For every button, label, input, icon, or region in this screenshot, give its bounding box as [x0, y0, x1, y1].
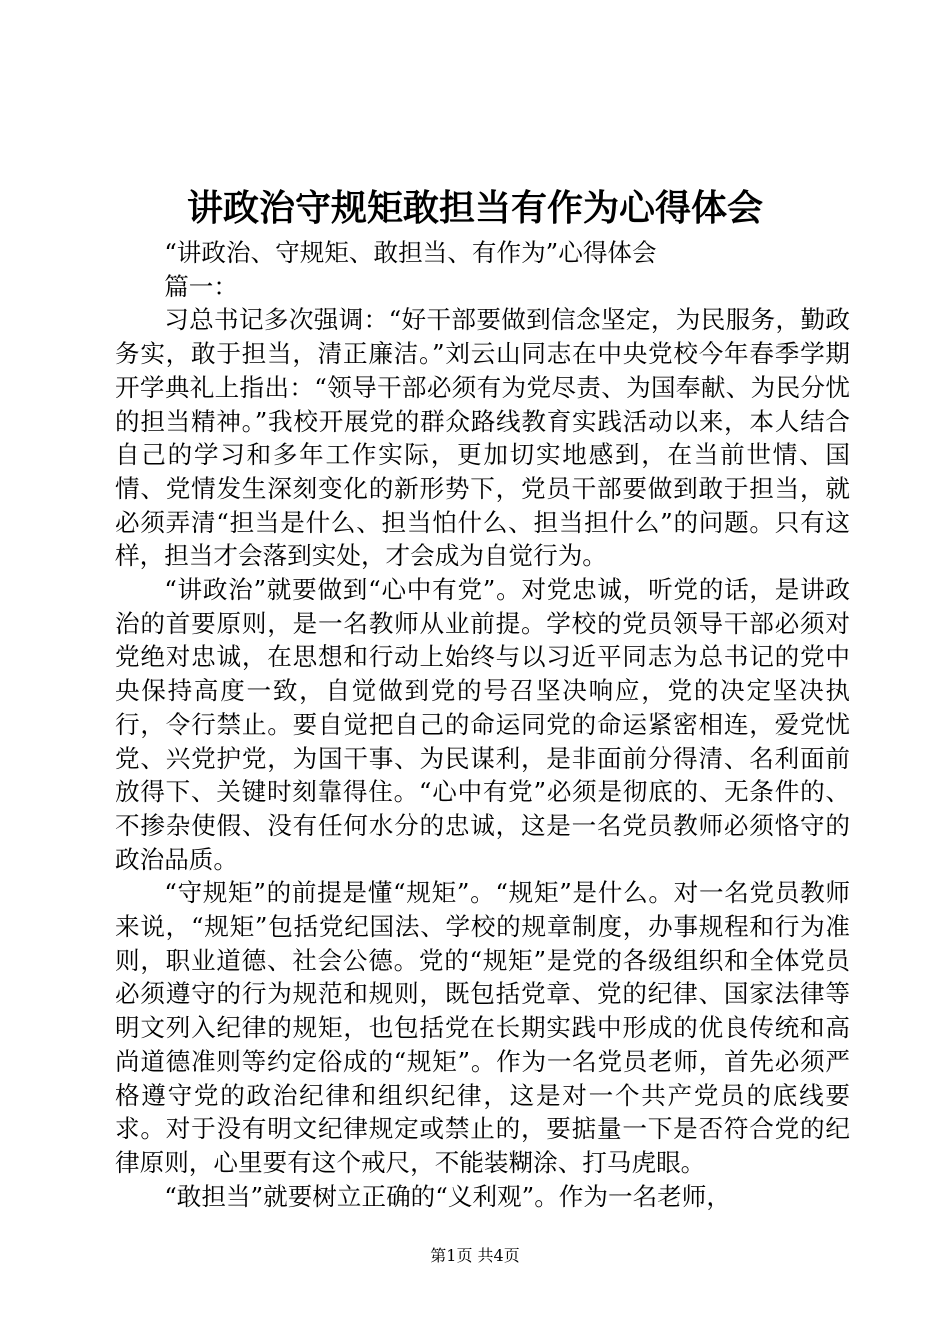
page-indicator: 第1页 共4页 — [430, 1246, 520, 1265]
document-title: 讲政治守规矩敢担当有作为心得体会 — [186, 187, 763, 229]
subtitle-paragraph: “讲政治、守规矩、敢担当、有作为”心得体会 — [164, 238, 657, 267]
body-paragraph: “讲政治”就要做到“心中有党”。对党忠诚，听党的话，是讲政治的首要原则，是一名教师从业前提。学校的党员领导干部必须对党绝对忠诚，在思想和行动上始终与以习近平同志为总书记的党中央保持高度一致，自觉做到党的号召坚决响应，党的决定坚决执行，令行禁止。要自觉把自己的命运同党的命运紧密相连，爱党忧党、兴党护党，为国干事、为民谋利，是非面前分得清、名利面前放得下、关键时刻靠得住。“心中有党”必须是彻底的、无条件的、不掺杂使假、没有任何水分的忠诚，这是一名党员教师必须恪守的政治品质。 — [115, 575, 850, 874]
body-paragraph: 习总书记多次强调：“好干部要做到信念坚定，为民服务，勤政务实，敢于担当，清正廉洁。”刘云山同志在中央党校今年春季学期开学典礼上指出：“领导干部必须有为党尽责、为国奉献、为民分忧的担当精神。”我校开展党的群众路线教育实践活动以来，本人结合自己的学习和多年工作实际，更加切实地感到，在当前世情、国情、党情发生深刻变化的新形势下，党员干部要做到敢于担当，就必须弄清“担当是什么、担当怕什么、担当担什么”的问题。只有这样，担当才会落到实处，才会成为自觉行为。 — [115, 305, 850, 571]
body-paragraph: “守规矩”的前提是懂“规矩”。“规矩”是什么。对一名党员教师来说，“规矩”包括党纪国法、学校的规章制度，办事规程和行为准则，职业道德、社会公德。党的“规矩”是党的各级组织和全体党员必须遵守的行为规范和规则，既包括党章、党的纪律、国家法律等明文列入纪律的规矩，也包括党在长期实践中形成的优良传统和高尚道德准则等约定俗成的“规矩”。作为一名党员老师，首先必须严格遵守党的政治纪律和组织纪律，这是对一个共产党员的底线要求。对于没有明文纪律规定或禁止的，要掂量一下是否符合党的纪律原则，心里要有这个戒尺，不能装糊涂、打马虎眼。 — [115, 878, 850, 1177]
page-footer — [0, 1244, 950, 1268]
body-paragraph: “敢担当”就要树立正确的“义利观”。作为一名老师， — [164, 1181, 731, 1211]
document-body — [115, 236, 850, 1213]
section-label: 篇一： — [164, 271, 238, 301]
